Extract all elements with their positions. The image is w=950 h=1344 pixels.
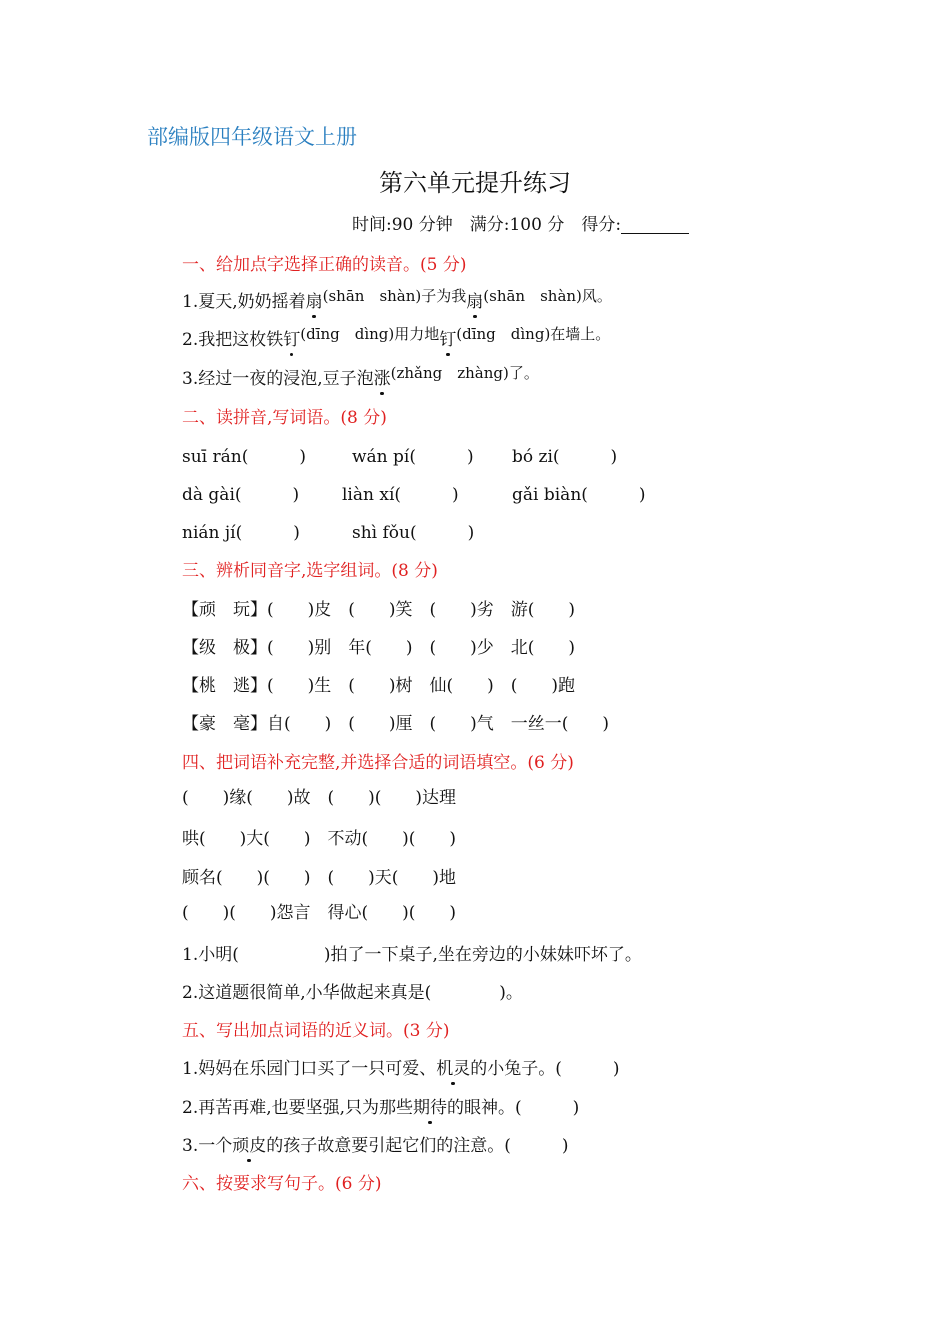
s1-question-2 [182,325,610,350]
pinyin-item[interactable]: nián jí( ) [182,523,300,543]
exam-meta [352,210,689,235]
section-5-heading: 五、写出加点词语的近义词。(3 分) [182,1021,450,1041]
s3-row-4: 【豪 毫】自( ) ( )厘 ( )气 一丝一( ) [182,714,610,734]
dotted-word: 机灵 [436,1059,471,1079]
text: 2.我把这枚铁 [182,330,284,350]
dotted-char: 扇 [466,292,484,312]
pinyin-item[interactable]: bó zi( ) [512,447,618,467]
text: 3.一个 [182,1136,233,1156]
dotted-char: 钉 [439,330,457,350]
section-6-heading: 六、按要求写句子。(6 分) [182,1174,382,1194]
s3-row-1: 【顽 玩】( )皮 ( )笑 ( )劣 游( ) [182,600,576,620]
s4-row-2: 哄( )大( ) 不动( )( ) [182,829,457,849]
text: 3.经过一夜的浸泡,豆子泡 [182,369,374,389]
s5-question-2 [182,1093,579,1118]
pinyin-item[interactable]: suī rán( ) [182,447,306,467]
meta-text: 时间:90 分钟 满分:100 分 得分: [352,215,622,235]
section-2-heading: 二、读拼音,写词语。(8 分) [182,408,387,428]
dotted-char: 扇 [305,292,323,312]
pinyin-options: (shān shàn)子为我 [322,287,467,305]
pinyin-item[interactable]: liàn xí( ) [342,485,459,505]
s3-row-2: 【级 极】( )别 年( ) ( )少 北( ) [182,638,576,658]
text: 的孩子故意要引起它们的注意。( ) [266,1136,569,1156]
section-1-heading: 一、给加点字选择正确的读音。(5 分) [182,255,467,275]
pinyin-item[interactable]: gǎi biàn( ) [512,485,646,505]
s5-question-3 [182,1131,569,1156]
text: 2.再苦再难,也要坚强,只为那些 [182,1098,414,1118]
s3-row-3: 【桃 逃】( )生 ( )树 仙( ) ( )跑 [182,676,576,696]
dotted-word: 顽皮 [232,1136,267,1156]
text: 的小兔子。( ) [470,1059,620,1079]
s4-question-1: 1.小明( )拍了一下桌子,坐在旁边的小妹妹吓坏了。 [182,945,642,965]
s5-question-1 [182,1054,620,1079]
dotted-word: 期待 [413,1098,448,1118]
dotted-char: 钉 [283,330,301,350]
pinyin-options: (shān shàn)风。 [483,287,612,305]
s4-row-1: ( )缘( )故 ( )( )达理 [182,788,457,808]
pinyin-item[interactable]: shì fǒu( ) [352,523,475,543]
pinyin-options: (zhǎng zhàng)了。 [390,364,539,382]
s4-question-2: 2.这道题很简单,小华做起来真是( )。 [182,983,523,1003]
pinyin-item[interactable]: dà gài( ) [182,485,300,505]
text: 1.妈妈在乐园门口买了一只可爱、 [182,1059,437,1079]
pinyin-item[interactable]: wán pí( ) [352,447,474,467]
brand-label: 部编版四年级语文上册 [147,125,357,149]
pinyin-options: (dīng dìng)用力地 [300,325,440,343]
text: 1.夏天,奶奶摇着 [182,292,306,312]
text: 的眼神。( ) [447,1098,580,1118]
dotted-char: 涨 [373,369,391,389]
s1-question-1 [182,287,612,312]
section-3-heading: 三、辨析同音字,选字组词。(8 分) [182,561,438,581]
pinyin-options: (dīng dìng)在墙上。 [456,325,611,343]
score-blank[interactable] [621,215,689,234]
s1-question-3 [182,364,539,389]
s4-row-4: ( )( )怨言 得心( )( ) [182,903,457,923]
s4-row-3: 顾名( )( ) ( )天( )地 [182,868,457,888]
section-4-heading: 四、把词语补充完整,并选择合适的词语填空。(6 分) [182,753,574,773]
page-title: 第六单元提升练习 [379,169,571,197]
